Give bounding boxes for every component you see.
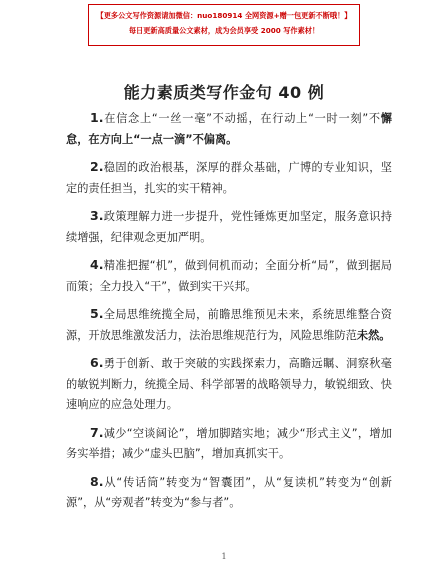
item-text: 精准把握“机”，做到伺机而动；全面分析“局”，做到据局而策；全力投入“干”，做到实干兴邦。 (66, 259, 392, 293)
item-text: 稳固的政治根基，深厚的群众基础，广博的专业知识，坚定的责任担当，扎实的实干精神。 (66, 161, 392, 195)
item-number: 2. (90, 159, 104, 174)
item-number: 7. (90, 424, 104, 440)
list-item (66, 472, 392, 514)
item-number: 3. (90, 208, 104, 223)
item-number: 5. (90, 306, 104, 321)
item-number: 8. (90, 473, 104, 489)
item-number: 4. (90, 257, 104, 272)
item-text: 全局思维统揽全局，前瞻思维预见未来，系统思维整合资源，开放思维激发活力，法治思维规范行为，风险思维防范 (66, 308, 392, 342)
item-text: 减少“空谈阔论”，增加脚踏实地；减少“形式主义”，增加务实举措；减少“虚头巴脑”，增加真抓实干。 (66, 426, 392, 460)
document-body (66, 108, 392, 521)
item-text: 在信念上“一丝一毫”不动摇，在行动上“一时一刻”不 (103, 112, 381, 125)
promo-line-1: 【更多公文写作资源请加微信：nuo180914 全网资源+赠一包更新不断哦！】 (96, 11, 352, 20)
list-item (66, 255, 392, 297)
page-number: 1 (221, 552, 227, 561)
item-number: 1. (90, 110, 104, 125)
list-item (66, 353, 392, 416)
list-item (66, 206, 392, 248)
promo-banner (88, 4, 360, 46)
list-item (66, 423, 392, 465)
item-emphasis: 懈怠，在方向上“一点一滴”不偏离。 (66, 112, 392, 146)
list-item (66, 304, 392, 346)
list-item (66, 157, 392, 199)
document-title: 能力素质类写作金句 40 例 (123, 83, 325, 102)
list-item (66, 108, 392, 150)
item-number: 6. (90, 355, 104, 370)
item-text: 从“传话筒”转变为“智囊团”，从“复读机”转变为“创新源”，从“旁观者”转变为“参与者”。 (66, 475, 392, 509)
promo-line-2: 每日更新高质量公文素材，成为会员享受 2000 写作素材！ (128, 26, 320, 35)
item-text: 勇于创新、敢于突破的实践探索力，高瞻远瞩、洞察秋毫的敏锐判断力，统揽全局、科学部署的战略领导力，敏锐细致、快速响应的应急处理力。 (66, 357, 392, 411)
item-emphasis: 未然。 (356, 328, 391, 342)
item-text: 政策理解力进一步提升，党性锤炼更加坚定，服务意识持续增强，纪律观念更加严明。 (66, 210, 392, 244)
